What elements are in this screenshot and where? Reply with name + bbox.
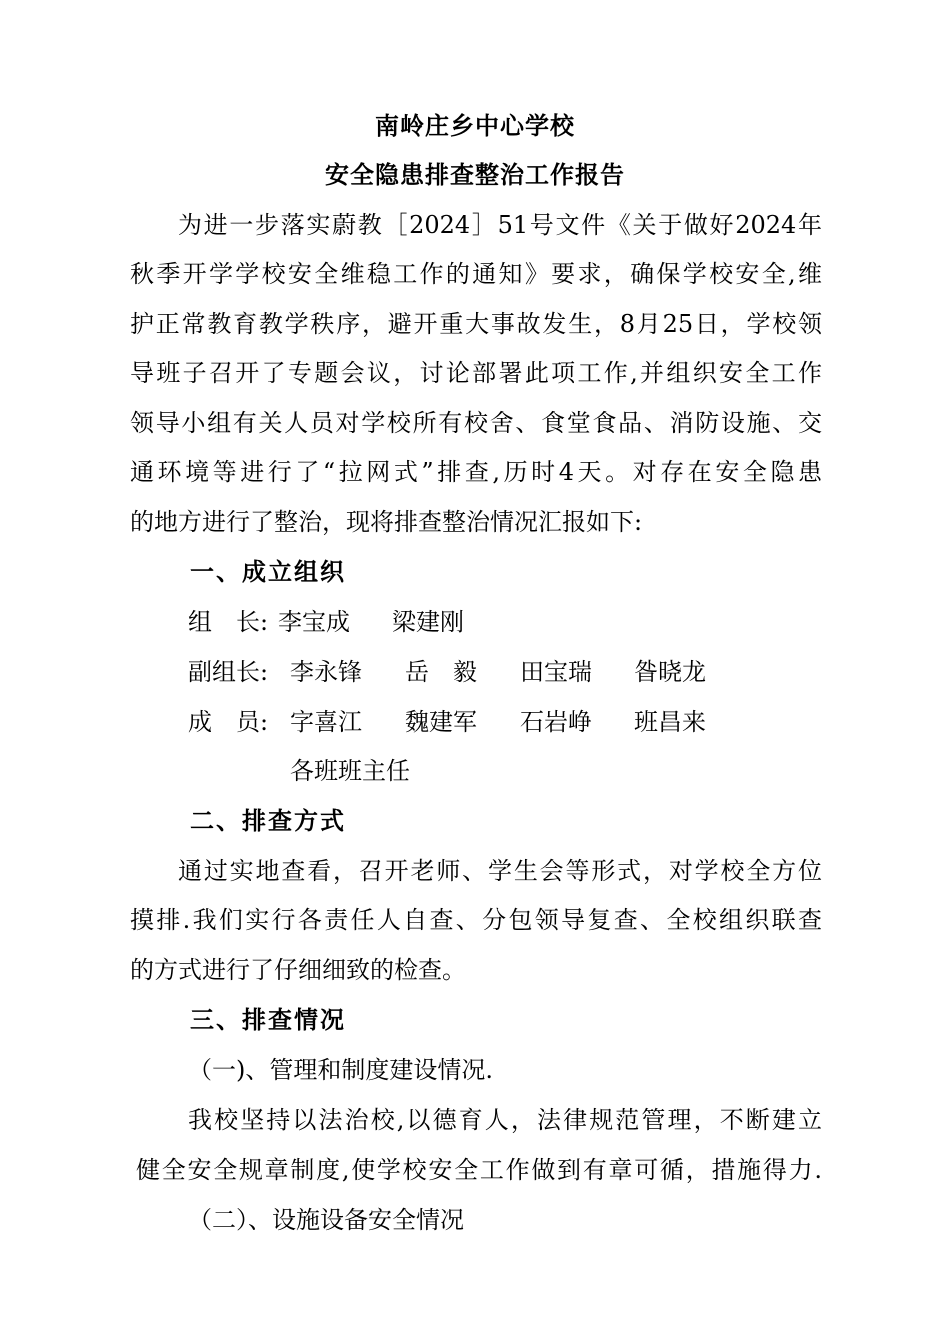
vice-label: 副组长: <box>188 658 269 686</box>
intro-line: 秋季开学学校安全维稳工作的通知》要求，确保学校安全,维 <box>130 260 822 288</box>
leader-label: 组 长: <box>188 608 269 636</box>
member-name: 班昌来 <box>634 708 706 736</box>
member-name: 字喜江 <box>290 708 362 736</box>
report-title: 安全隐患排查整治工作报告 <box>325 161 625 189</box>
member-name: 昝晓龙 <box>634 658 706 686</box>
section-heading: 一、成立组织 <box>190 558 346 586</box>
member-name: 田宝瑞 <box>520 658 592 686</box>
paragraph-line: 健全安全规章制度,使学校安全工作做到有章可循，措施得力. <box>136 1156 822 1184</box>
intro-line: 的地方进行了整治，现将排查整治情况汇报如下: <box>130 508 643 536</box>
members-extra: 各班班主任 <box>290 757 410 785</box>
section-heading: 三、排查情况 <box>190 1006 346 1034</box>
paragraph-line: 的方式进行了仔细细致的检查。 <box>130 956 466 984</box>
paragraph-line: 我校坚持以法治校,以德育人，法律规范管理，不断建立 <box>188 1106 822 1134</box>
section-heading: 二、排查方式 <box>190 807 346 835</box>
member-name: 魏建军 <box>405 708 477 736</box>
intro-line: 领导小组有关人员对学校所有校舍、食堂食品、消防设施、交 <box>130 409 822 437</box>
member-name: 李宝成 <box>278 608 350 636</box>
subsection-heading: （一)、管理和制度建设情况. <box>188 1056 493 1084</box>
school-title: 南岭庄乡中心学校 <box>375 112 575 140</box>
intro-line: 导班子召开了专题会议，讨论部署此项工作,并组织安全工作 <box>130 359 822 387</box>
paragraph-line: 通过实地查看，召开老师、学生会等形式，对学校全方位 <box>178 857 822 885</box>
paragraph-line: 摸排.我们实行各责任人自查、分包领导复查、全校组织联查 <box>130 906 822 934</box>
member-name: 石岩峥 <box>520 708 592 736</box>
member-name: 岳 毅 <box>405 658 477 686</box>
member-name: 梁建刚 <box>392 608 464 636</box>
intro-line: 通环境等进行了“拉网式”排查,历时4天。对存在安全隐患 <box>130 458 822 486</box>
subsection-heading: （二）、设施设备安全情况 <box>188 1206 464 1234</box>
member-name: 李永锋 <box>290 658 362 686</box>
intro-line: 护正常教育教学秩序，避开重大事故发生，8月25日，学校领 <box>130 310 822 338</box>
intro-line: 为进一步落实蔚教［2024］51号文件《关于做好2024年 <box>178 211 822 239</box>
members-label: 成 员: <box>188 708 269 736</box>
